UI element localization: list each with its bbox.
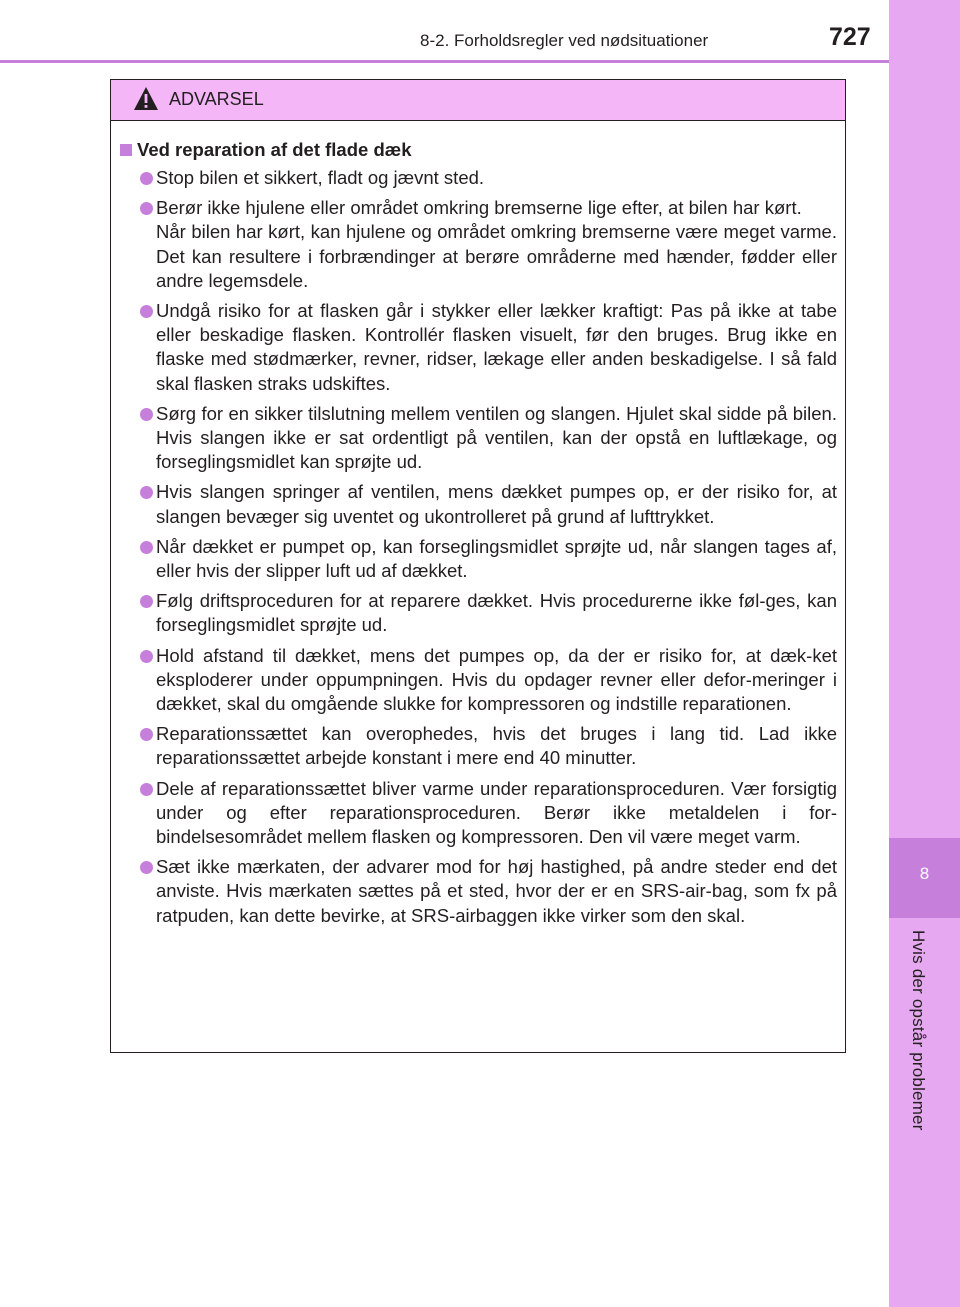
list-item: Stop bilen et sikkert, fladt og jævnt sted. <box>120 166 837 190</box>
bullet-dot-icon <box>140 408 153 421</box>
bullet-dot-icon <box>140 486 153 499</box>
section-heading <box>120 137 837 163</box>
list-item: Dele af reparationssættet bliver varme under reparationsproceduren. Vær forsigtig under og efter reparationsproceduren. Berør ikke metaldelen i for-bindelsesområdet mellem flasken og kompressoren. Den vil være meget varm. <box>120 777 837 850</box>
list-item: Sæt ikke mærkaten, der advarer mod for høj hastighed, på andre steder end det anviste. Hvis mærkaten sættes på et sted, hvor der er en SRS-air-bag, som fx på ratpuden, kan dette bevirke, at SRS-airbaggen ikke virker som den skal. <box>120 855 837 928</box>
bullet-dot-icon <box>140 202 153 215</box>
list-item: Hold afstand til dækket, mens det pumpes op, da der er risiko for, at dæk-ket eksploderer under oppumpningen. Hvis du opdager revner eller defor-meringer i dækket, skal du omgående slukke for kompressoren og indstille reparationen. <box>120 644 837 717</box>
header-rule <box>0 60 889 63</box>
list-item: Undgå risiko for at flasken går i stykker eller lækker kraftigt: Pas på ikke at tabe eller beskadige flasken. Kontrollér flasken visuelt, før den bruges. Brug ikke en flaske med stødmærker, revner, ridser, lækage eller anden beskadigelse. I så fald skal flasken straks udskiftes. <box>120 299 837 396</box>
bullet-dot-icon <box>140 783 153 796</box>
list-item: Følg driftsproceduren for at reparere dækket. Hvis procedurerne ikke føl-ges, kan forseglingsmidlet sprøjte ud. <box>120 589 837 637</box>
warning-body <box>111 121 845 928</box>
warning-box <box>110 79 846 1053</box>
warning-header <box>111 80 845 121</box>
list-item: Reparationssættet kan overophedes, hvis det bruges i lang tid. Lad ikke reparationssættet arbejde konstant i mere end 40 minutter. <box>120 722 837 770</box>
list-item: Berør ikke hjulene eller området omkring bremserne lige efter, at bilen har kørt. Når bilen har kørt, kan hjulene og området omkring bremserne være meget varme. Det kan resultere i forbrændinger at berøre områderne med hænder, fødder eller andre legemsdele. <box>120 196 837 293</box>
warning-title: ADVARSEL <box>169 89 264 109</box>
bullet-dot-icon <box>140 595 153 608</box>
bullet-dot-icon <box>140 650 153 663</box>
list-item: Når dækket er pumpet op, kan forseglingsmidlet sprøjte ud, når slangen tages af, eller hvis der slipper luft ud af dækket. <box>120 535 837 583</box>
list-item: Sørg for en sikker tilslutning mellem ventilen og slangen. Hjulet skal sidde på bilen. Hvis slangen ikke er sat ordentligt på ventilen, kan der opstå en luftlækage, og forseglingsmidlet kan sprøjte ud. <box>120 402 837 475</box>
chapter-number: 8 <box>919 864 930 883</box>
chapter-box <box>889 838 960 918</box>
bullet-dot-icon <box>140 541 153 554</box>
bullet-dot-icon <box>140 861 153 874</box>
page-number: 727 <box>829 23 871 51</box>
section-heading-text: Ved reparation af det flade dæk <box>137 139 412 160</box>
chapter-title: Hvis der opstår problemer <box>909 930 928 1131</box>
bullet-dot-icon <box>140 728 153 741</box>
bullet-dot-icon <box>140 305 153 318</box>
section-title: 8-2. Forholdsregler ved nødsituationer <box>420 31 709 50</box>
bullet-list <box>120 166 837 928</box>
bullet-dot-icon <box>140 172 153 185</box>
square-bullet-icon <box>120 144 132 156</box>
list-item: Hvis slangen springer af ventilen, mens dækket pumpes op, er der risiko for, at slangen bevæger sig uventet og ukontrolleret på grund af lufttrykket. <box>120 480 837 528</box>
warning-triangle-icon <box>133 86 159 112</box>
